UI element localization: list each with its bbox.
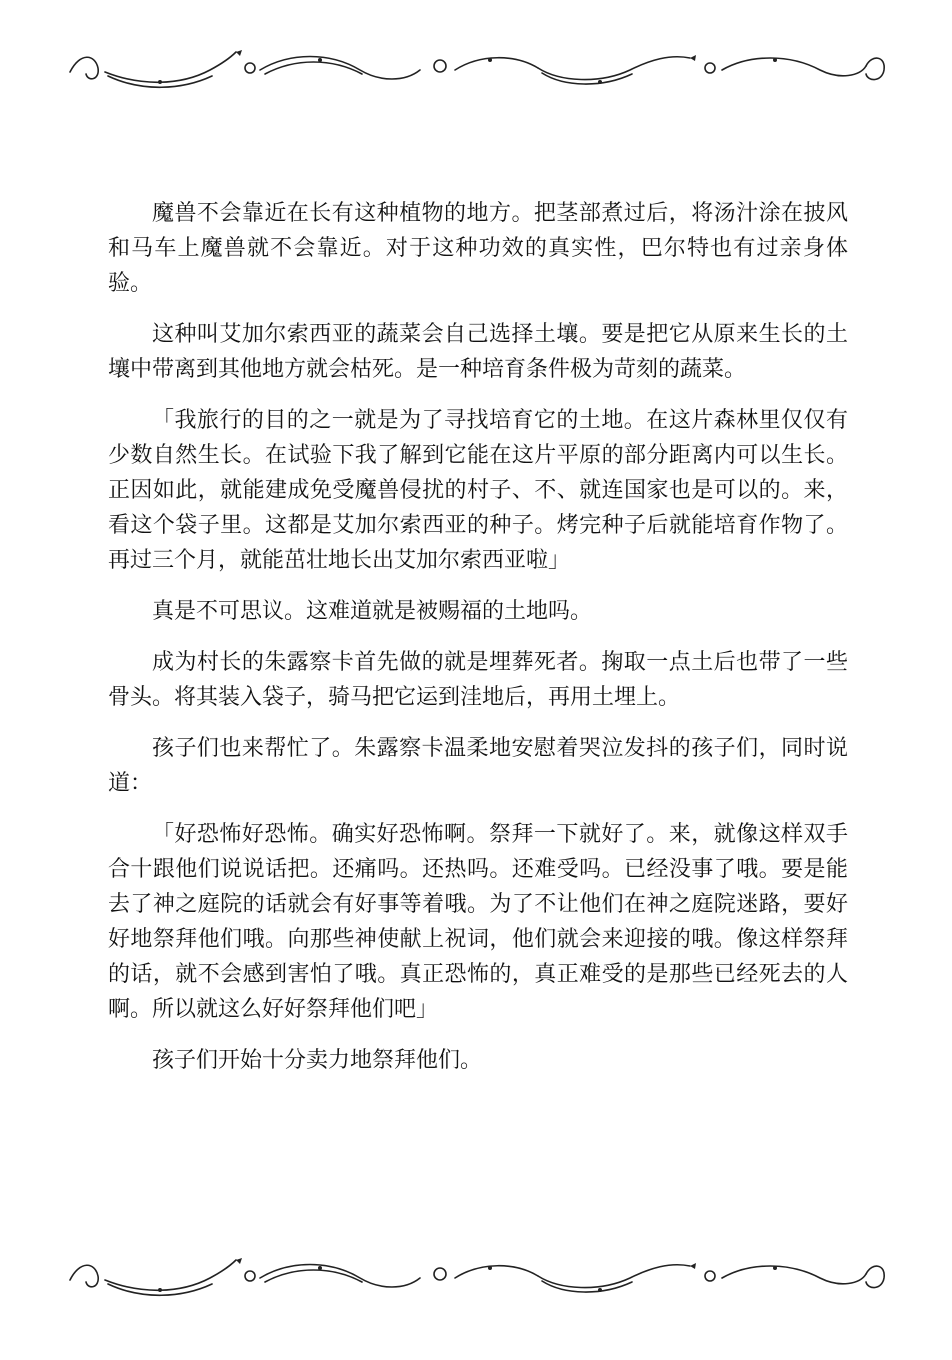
paragraph: 这种叫艾加尔索西亚的蔬菜会自己选择土壤。要是把它从原来生长的土壤中带离到其他地方就会枯死。是一种培育条件极为苛刻的蔬菜。 — [108, 322, 848, 382]
paragraph: 孩子们也来帮忙了。朱露察卡温柔地安慰着哭泣发抖的孩子们，同时说道： — [108, 736, 848, 796]
paragraph: 孩子们开始十分卖力地祭拜他们。 — [152, 1048, 483, 1073]
top-ornamental-border — [60, 42, 892, 102]
dialogue-paragraph: 「好恐怖好恐怖。确实好恐怖啊。祭拜一下就好了。来，就像这样双手合十跟他们说说话把。还痛吗。还热吗。还难受吗。已经没事了哦。要是能去了神之庭院的话就会有好事等着哦。为了不让他们在神之庭院迷路，要好好地祭拜他们哦。向那些神使献上祝词，他们就会来迎接的哦。像这样祭拜的话，就不会感到害怕了哦。真正恐怖的，真正难受的是那些已经死去的人啊。所以就这么好好祭拜他们吧」 — [108, 822, 848, 1022]
bottom-ornamental-border — [60, 1250, 892, 1310]
paragraph: 魔兽不会靠近在长有这种植物的地方。把茎部煮过后，将汤汁涂在披风和马车上魔兽就不会靠近。对于这种功效的真实性，巴尔特也有过亲身体验。 — [108, 201, 848, 296]
paragraph: 成为村长的朱露察卡首先做的就是埋葬死者。掬取一点土后也带了一些骨头。将其装入袋子，骑马把它运到洼地后，再用土埋上。 — [108, 650, 848, 710]
page-body — [108, 196, 848, 1094]
paragraph: 真是不可思议。这难道就是被赐福的土地吗。 — [152, 599, 593, 624]
dialogue-paragraph: 「我旅行的目的之一就是为了寻找培育它的土地。在这片森林里仅仅有少数自然生长。在试验下我了解到它能在这片平原的部分距离内可以生长。正因如此，就能建成免受魔兽侵扰的村子、不、就连国家也是可以的。来，看这个袋子里。这都是艾加尔索西亚的种子。烤完种子后就能培育作物了。再过三个月，就能茁壮地长出艾加尔索西亚啦」 — [108, 408, 848, 573]
